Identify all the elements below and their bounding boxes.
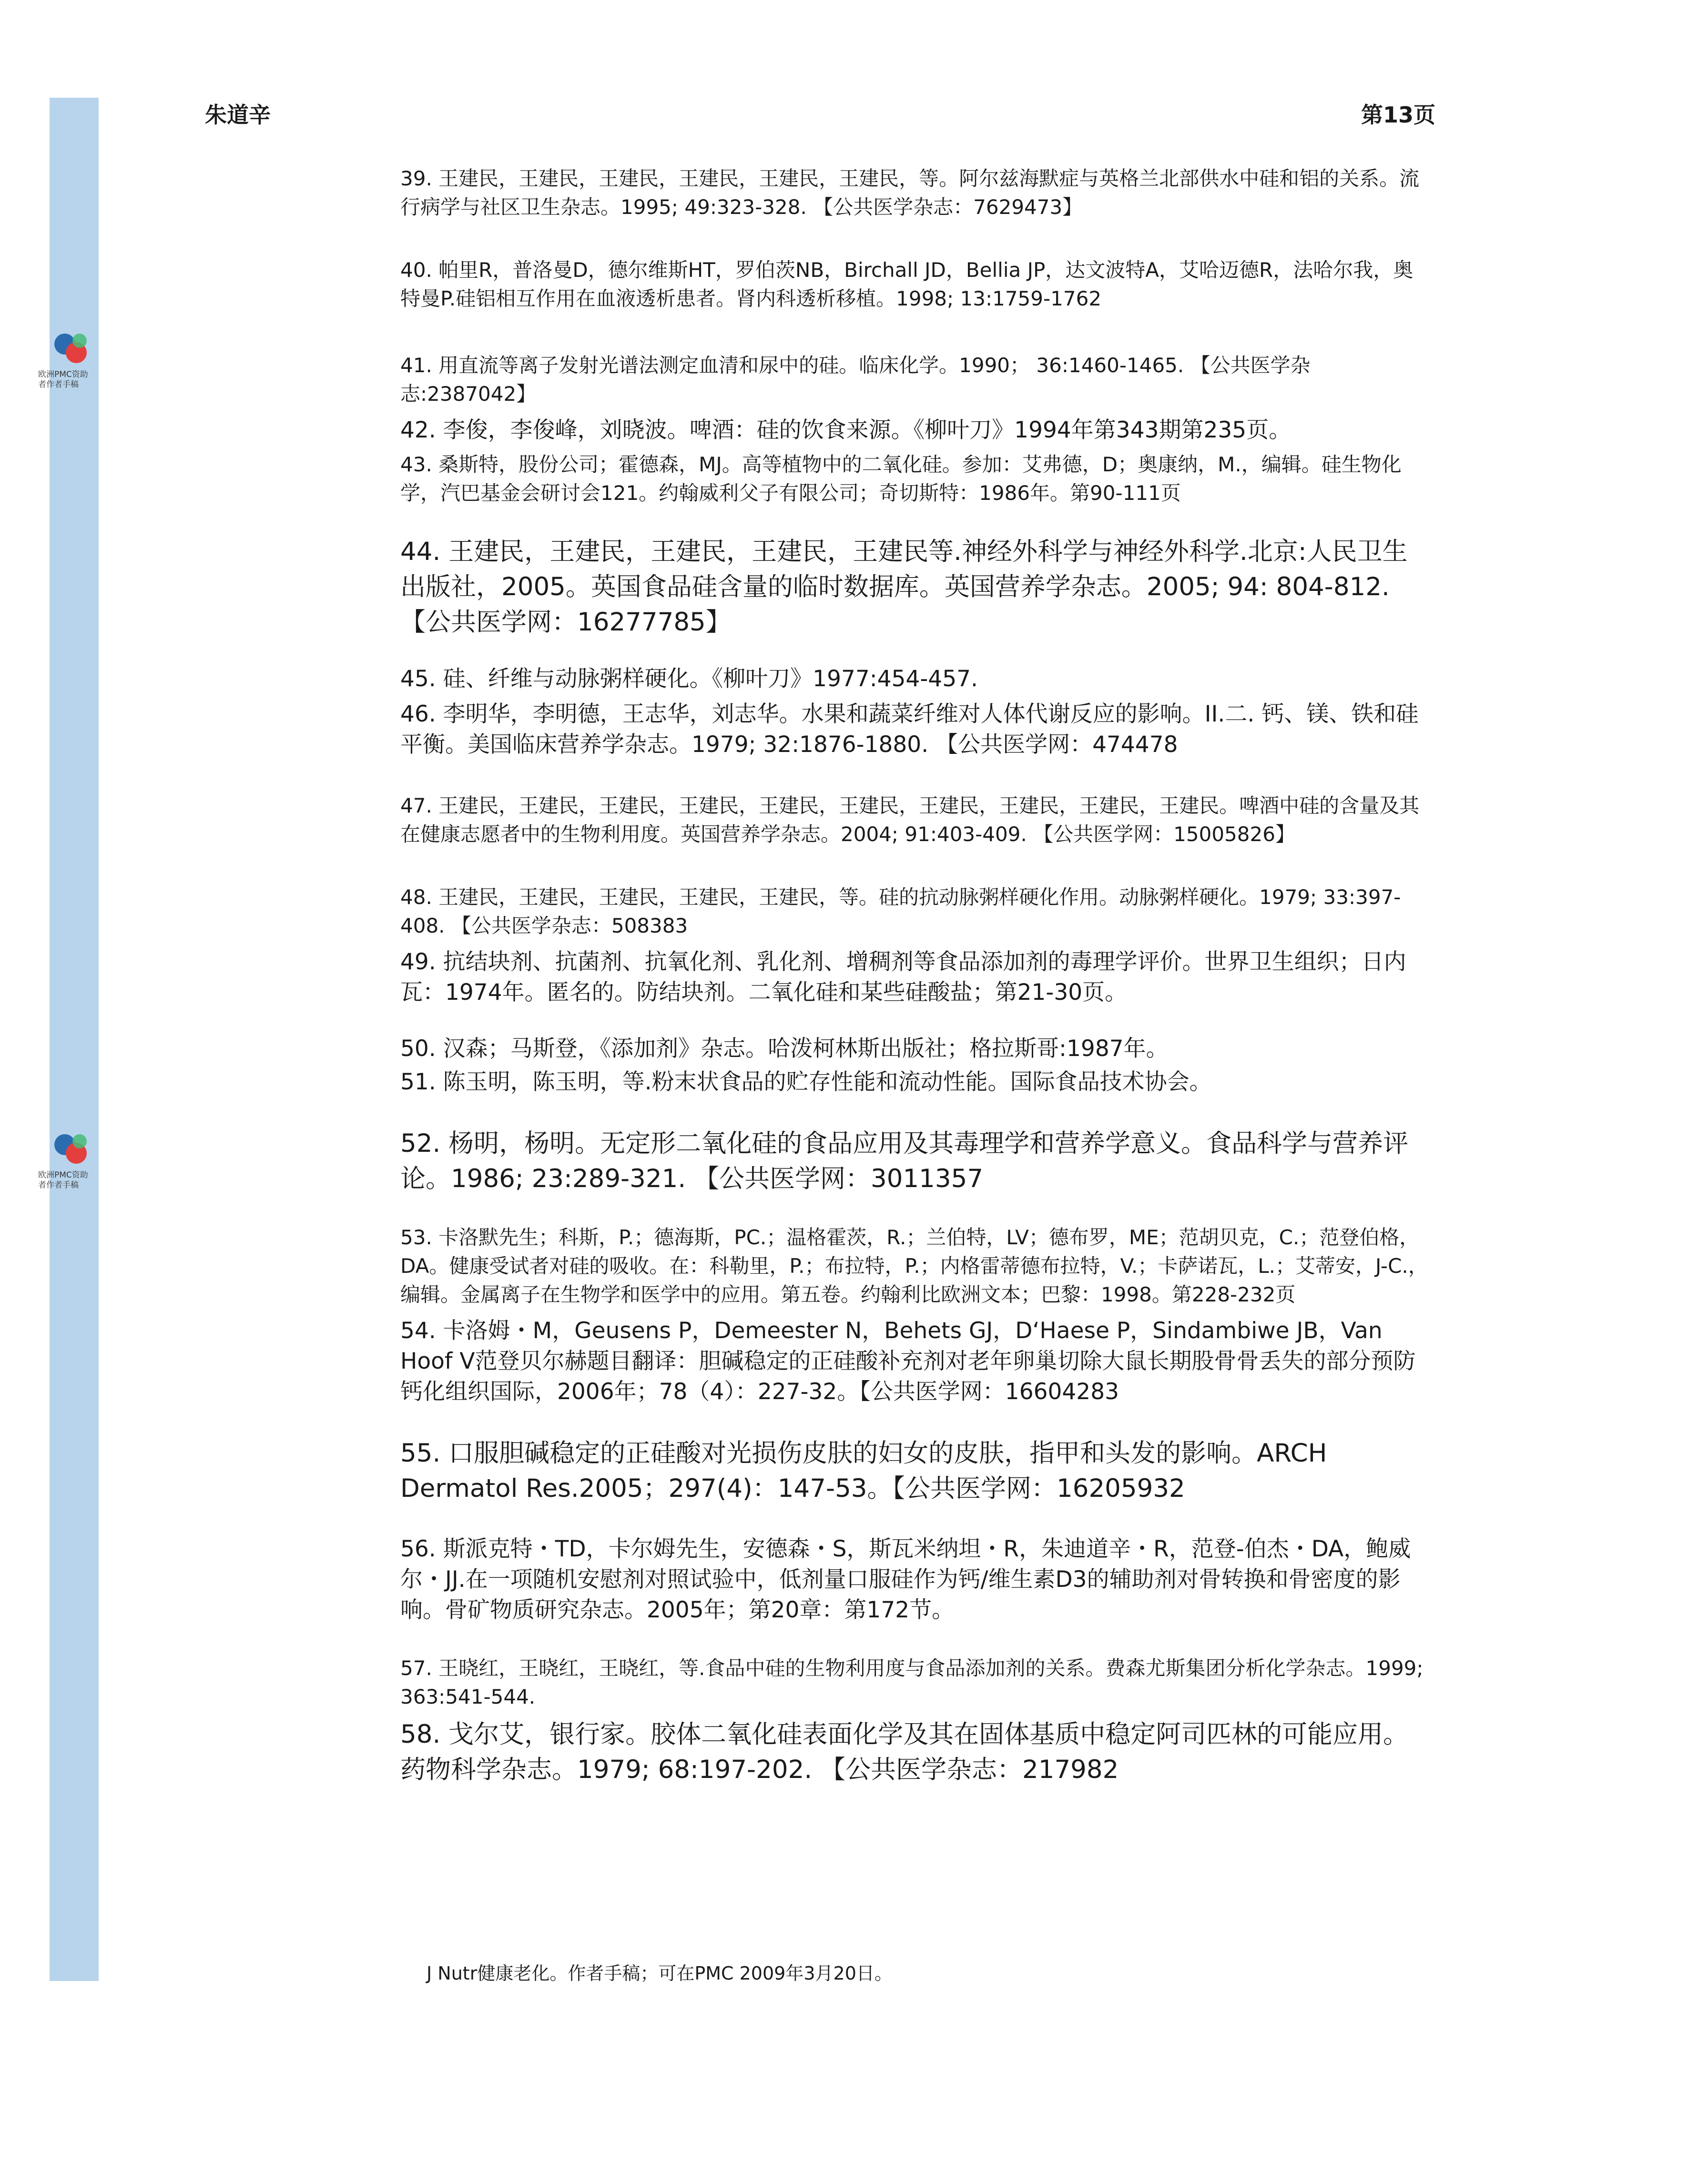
running-header-author: 朱道辛 (205, 102, 271, 128)
reference-item: 46. 李明华，李明德，王志华，刘志华。水果和蔬菜纤维对人体代谢反应的影响。II.二. 钙、镁、铁和硅平衡。美国临床营养学杂志。1979; 32:1876-1880. 【公共医学网：474478 (400, 701, 1419, 758)
reference-list (400, 164, 1430, 1788)
reference-item: 54. 卡洛姆・M，Geusens P，Demeester N，Behets GJ，D‘Haese P，Sindambiwe JB，Van Hoof V范登贝尔赫题目翻译：胆碱稳定的正硅酸补充剂对老年卵巢切除大鼠长期股骨骨丢失的部分预防钙化组织国际，2006年；78（4）：227-32。【公共医学网：16604283 (400, 1318, 1416, 1405)
reference-item: 47. 王建民，王建民，王建民，王建民，王建民，王建民，王建民，王建民，王建民，王建民。啤酒中硅的含量及其在健康志愿者中的生物利用度。英国营养学杂志。2004; 91:403-409. 【公共医学网：15005826】 (400, 794, 1420, 846)
europe-pmc-logo-icon (53, 334, 92, 368)
reference-item: 58. 戈尔艾，银行家。胶体二氧化硅表面化学及其在固体基质中稳定阿司匹林的可能应用。药物科学杂志。1979; 68:197-202. 【公共医学杂志：217982 (400, 1720, 1409, 1784)
reference-item: 50. 汉森；马斯登，《添加剂》杂志。哈泼柯林斯出版社；格拉斯哥:1987年。 (400, 1036, 1169, 1062)
reference-item: 40. 帕里R，普洛曼D，德尔维斯HT，罗伯茨NB，Birchall JD，Bellia JP，达文波特A，艾哈迈德R，法哈尔我，奥特曼P.硅铝相互作用在血液透析患者。肾内科透析移植。1998; 13:1759-1762 (400, 258, 1413, 310)
pmc-funder-badge (38, 334, 95, 390)
page-number: 第13页 (1361, 102, 1435, 128)
reference-item: 41. 用直流等离子发射光谱法测定血清和尿中的硅。临床化学。1990； 36:1460-1465. 【公共医学杂志:2387042】 (400, 354, 1311, 406)
reference-item: 43. 桑斯特，股份公司；霍德森，MJ。高等植物中的二氧化硅。参加：艾弗德，D；奥康纳，M.，编辑。硅生物化学，汽巴基金会研讨会121。约翰威利父子有限公司；奇切斯特：1986年。第90-111页 (400, 453, 1402, 505)
reference-item: 49. 抗结块剂、抗菌剂、抗氧化剂、乳化剂、增稠剂等食品添加剂的毒理学评价。世界卫生组织；日内瓦：1974年。匿名的。防结块剂。二氧化硅和某些硅酸盐；第21-30页。 (400, 949, 1406, 1006)
reference-item: 51. 陈玉明，陈玉明，等.粉末状食品的贮存性能和流动性能。国际食品技术协会。 (400, 1069, 1212, 1095)
pmc-funder-badge (38, 1134, 95, 1190)
reference-item: 52. 杨明，杨明。无定形二氧化硅的食品应用及其毒理学和营养学意义。食品科学与营养评论。1986; 23:289-321. 【公共医学网：3011357 (400, 1129, 1409, 1193)
reference-item: 48. 王建民，王建民，王建民，王建民，王建民，等。硅的抗动脉粥样硬化作用。动脉粥样硬化。1979; 33:397-408. 【公共医学杂志：508383 (400, 885, 1401, 937)
reference-item: 44. 王建民，王建民，王建民，王建民，王建民等.神经外科学与神经外科学.北京:人民卫生出版社，2005。英国食品硅含量的临时数据库。英国营养学杂志。2005; 94: 804-812. 【公共医学网：16277785】 (400, 537, 1408, 637)
europe-pmc-logo-icon (53, 1134, 92, 1168)
badge-caption: 欧洲PMC资助者作者手稿 (38, 370, 88, 389)
reference-item: 39. 王建民，王建民，王建民，王建民，王建民，王建民，等。阿尔兹海默症与英格兰北部供水中硅和铝的关系。流行病学与社区卫生杂志。1995; 49:323-328. 【公共医学杂志：7629473】 (400, 167, 1420, 219)
reference-item: 55. 口服胆碱稳定的正硅酸对光损伤皮肤的妇女的皮肤，指甲和头发的影响。ARCH Dermatol Res.2005；297(4)：147-53。【公共医学网：16205932 (400, 1439, 1327, 1503)
reference-item: 45. 硅、纤维与动脉粥样硬化。《柳叶刀》1977:454-457. (400, 666, 978, 692)
reference-item: 57. 王晓红，王晓红，王晓红，等.食品中硅的生物利用度与食品添加剂的关系。费森尤斯集团分析化学杂志。1999; 363:541-544. (400, 1656, 1424, 1708)
reference-item: 53. 卡洛默先生；科斯，P.；德海斯，PC.；温格霍茨，R.；兰伯特，LV；德布罗，ME；范胡贝克，C.；范登伯格，DA。健康受试者对硅的吸收。在：科勒里，P.；布拉特，P.；内格雷蒂德布拉特，V.；卡萨诺瓦，L.；艾蒂安，J-C.，编辑。金属离子在生物学和医学中的应用。第五卷。约翰利比欧洲文本；巴黎：1998。第228-232页 (400, 1226, 1428, 1306)
badge-caption: 欧洲PMC资助者作者手稿 (38, 1170, 88, 1190)
journal-footer: J Nutr健康老化。作者手稿；可在PMC 2009年3月20日。 (427, 1963, 893, 1984)
reference-item: 42. 李俊，李俊峰，刘晓波。啤酒：硅的饮食来源。《柳叶刀》1994年第343期第235页。 (400, 417, 1291, 443)
reference-item: 56. 斯派克特・TD，卡尔姆先生，安德森・S，斯瓦米纳坦・R，朱迪道辛・R，范登-伯杰・DA，鲍威尔・JJ.在一项随机安慰剂对照试验中，低剂量口服硅作为钙/维生素D3的辅助剂对骨转换和骨密度的影响。骨矿物质研究杂志。2005年；第20章：第172节。 (400, 1536, 1411, 1623)
